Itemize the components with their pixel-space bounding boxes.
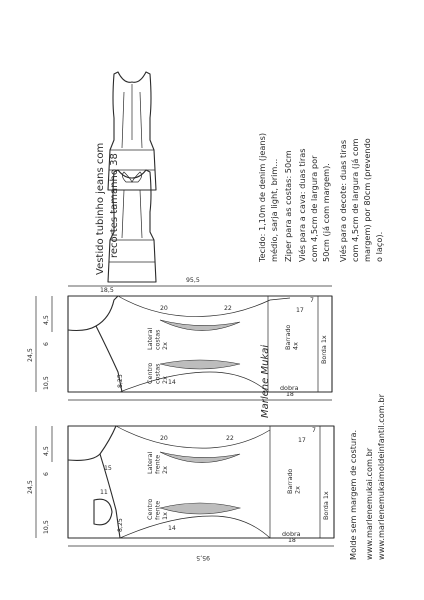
signature: Marlene Mukai <box>260 344 271 418</box>
note-fabric-1: Tecido: 1,10m de denim (jeans) <box>257 132 267 262</box>
note-bias-neck-1: Viés para o decote: duas tiras <box>338 139 348 262</box>
note-bias-armhole-3: 50cm (já com margem). <box>321 163 331 262</box>
note-zipper: Ziper para as costas: 50cm <box>283 150 293 262</box>
back-dim-8-25: 8,25 <box>117 374 124 388</box>
front-dim-width: 24,5 <box>27 480 34 494</box>
back-dim-4-5: 4,5 <box>43 315 50 325</box>
front-dim-8-25: 8,25 <box>117 518 124 532</box>
notes-block <box>257 133 384 263</box>
front-dim-95-5: 95,5 <box>196 554 210 561</box>
front-dim-22: 22 <box>226 435 234 442</box>
front-piece-lateral: Lateralfrente2x <box>146 451 169 474</box>
back-dim-22: 22 <box>224 305 232 312</box>
back-dim-width: 24,5 <box>27 348 34 362</box>
front-dim-20: 20 <box>160 435 168 442</box>
front-dim-11: 11 <box>100 489 108 496</box>
back-fold-label: dobra <box>280 384 299 392</box>
back-dim-18-5: 18,5 <box>100 287 114 294</box>
footer-site-1: www.marlenemukai.com.br <box>364 447 374 560</box>
back-dim-14: 14 <box>168 379 176 386</box>
footer-molde: Molde sem margem de costura. <box>348 429 358 560</box>
back-piece-center: Centrocostas2x <box>146 362 169 384</box>
note-fabric-2: médio, sarja light, brim... <box>269 158 279 262</box>
back-pattern <box>27 277 332 400</box>
back-piece-borda: Borda 1x <box>320 335 328 364</box>
front-piece-center: Centrofrente1x <box>146 498 169 520</box>
back-dim-7: 7 <box>310 297 314 304</box>
footer-site-2: www.marlenemukaimoldeinfantil.com.br <box>376 394 386 560</box>
front-dim-17: 17 <box>298 437 306 444</box>
front-fold-label: dobra <box>282 530 301 538</box>
front-dim-7: 7 <box>312 427 316 434</box>
note-bias-armhole-1: Viés para a cava: duas tiras <box>297 148 307 262</box>
note-bias-neck-3: margem) por 80cm (prevendo <box>362 138 372 262</box>
back-dim-20: 20 <box>160 305 168 312</box>
front-dim-4-5: 4,5 <box>43 446 50 456</box>
front-dim-10-5: 10,5 <box>43 520 50 534</box>
back-piece-barrado: Barrado4x <box>284 324 300 350</box>
note-bias-armhole-2: com 4,5cm de largura por <box>309 155 319 262</box>
front-piece-borda: Borda 1x <box>322 491 330 520</box>
front-pattern <box>27 426 334 561</box>
back-dim-18: 18 <box>286 391 294 398</box>
title-line-1: Vestido tubinho jeans com <box>95 142 106 275</box>
front-dim-18: 18 <box>288 537 296 544</box>
back-dim-6: 6 <box>43 342 50 346</box>
front-piece-barrado: Barrado2x <box>286 468 302 494</box>
front-dim-14: 14 <box>168 525 176 532</box>
front-dim-6: 6 <box>43 472 50 476</box>
front-dim-15: 15 <box>104 465 112 472</box>
note-bias-neck-4: o laço). <box>374 231 384 262</box>
title-line-2: recortes tamanho 38 <box>109 153 120 258</box>
back-dim-95-5: 95,5 <box>186 277 200 284</box>
note-bias-neck-2: com 4,5cm de largura (já com <box>350 138 360 262</box>
back-piece-lateral: Lateralcostas2x <box>146 327 169 350</box>
back-dim-10-5: 10,5 <box>43 376 50 390</box>
back-dim-17: 17 <box>296 307 304 314</box>
